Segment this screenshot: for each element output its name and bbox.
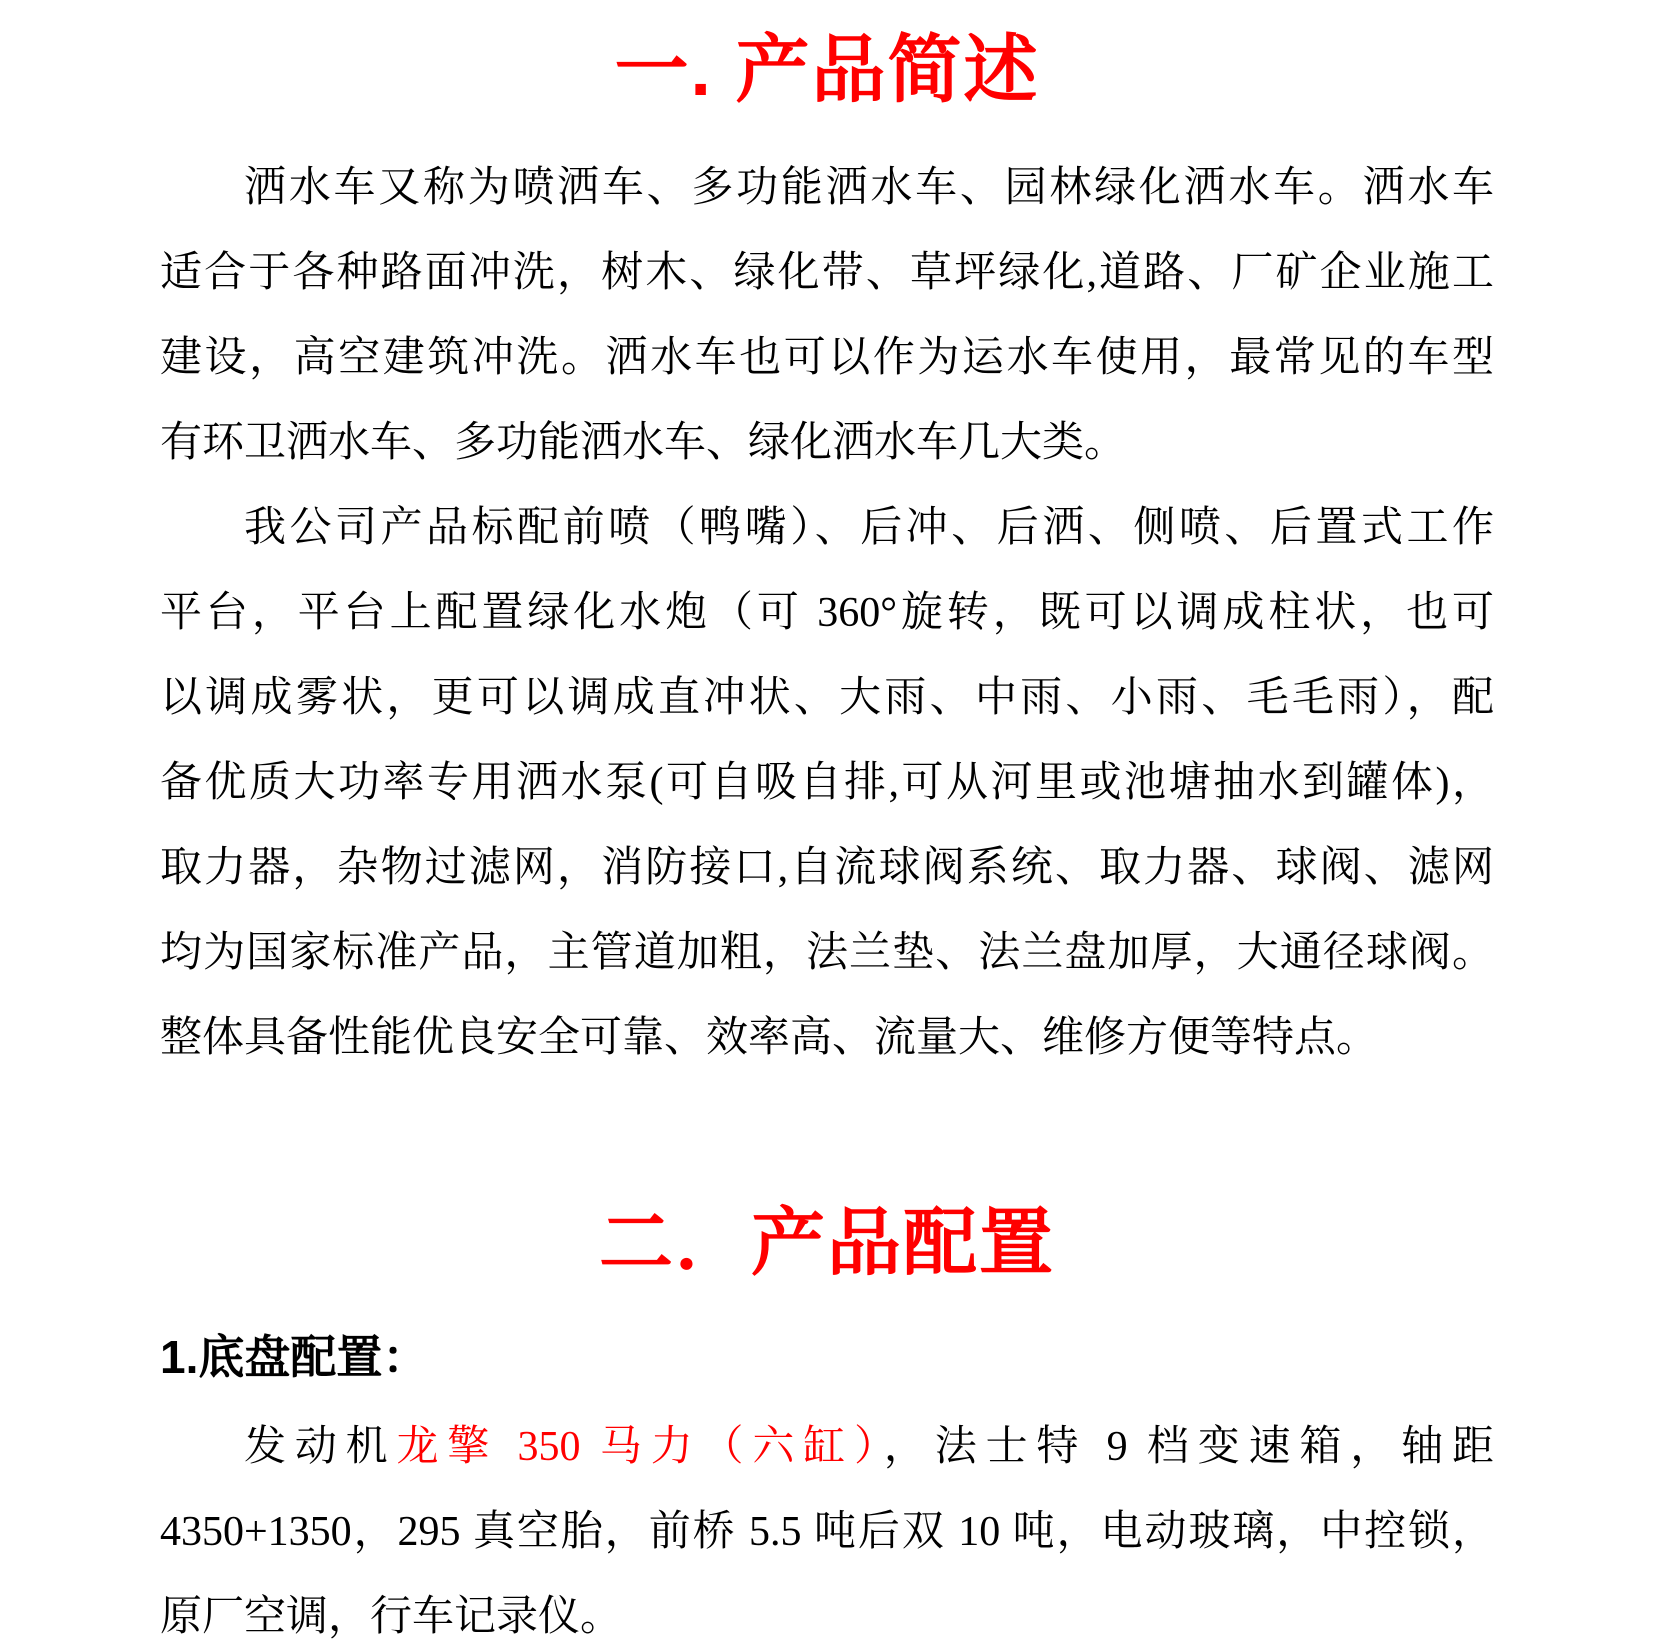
chassis-config-subheading: 1.底盘配置： [160, 1331, 429, 1383]
paragraph1-line-3: 建设，高空建筑冲洗。洒水车也可以作为运水车使用，最常见的车型 [160, 335, 1494, 381]
paragraph2-line-1: 我公司产品标配前喷（鸭嘴）、后冲、后洒、侧喷、后置式工作 [244, 505, 1494, 551]
paragraph1-line-1: 洒水车又称为喷洒车、多功能洒水车、园林绿化洒水车。洒水车 [244, 165, 1494, 211]
engine-highlight-text: 龙擎 350 马力（六缸） [396, 1424, 884, 1470]
paragraph2-line-5: 取力器，杂物过滤网，消防接口,自流球阀系统、取力器、球阀、滤网 [160, 845, 1494, 891]
paragraph2-line-2: 平台，平台上配置绿化水炮（可 360°旋转，既可以调成柱状，也可 [160, 590, 1494, 636]
chassis-line-1-prefix: 发动机 [244, 1424, 397, 1470]
paragraph2-line-6: 均为国家标准产品，主管道加粗，法兰垫、法兰盘加厚，大通径球阀。 [160, 930, 1494, 976]
section1-body [160, 146, 1494, 1081]
paragraph1-line-2: 适合于各种路面冲洗，树木、绿化带、草坪绿化,道路、厂矿企业施工 [160, 250, 1494, 296]
section1-heading: 一. 产品简述 [614, 28, 1040, 111]
chassis-line-1 [160, 1405, 1494, 1490]
section2-heading: 二．产品配置 [599, 1201, 1055, 1284]
paragraph1-line-4: 有环卫洒水车、多功能洒水车、绿化洒水车几大类。 [160, 420, 1127, 466]
chassis-line-1-suffix: ，法士特 9 档变速箱，轴距 [883, 1424, 1494, 1470]
paragraph2-line-3: 以调成雾状，更可以调成直冲状、大雨、中雨、小雨、毛毛雨），配 [160, 675, 1494, 721]
chassis-paragraph [160, 1405, 1494, 1649]
chassis-line-2: 4350+1350，295 真空胎，前桥 5.5 吨后双 10 吨，电动玻璃，中控锁， [160, 1509, 1494, 1555]
chassis-line-3: 原厂空调，行车记录仪。 [160, 1594, 623, 1640]
paragraph2-line-7: 整体具备性能优良安全可靠、效率高、流量大、维修方便等特点。 [160, 1015, 1379, 1061]
paragraph2-line-4: 备优质大功率专用洒水泵(可自吸自排,可从河里或池塘抽水到罐体)， [160, 760, 1494, 806]
